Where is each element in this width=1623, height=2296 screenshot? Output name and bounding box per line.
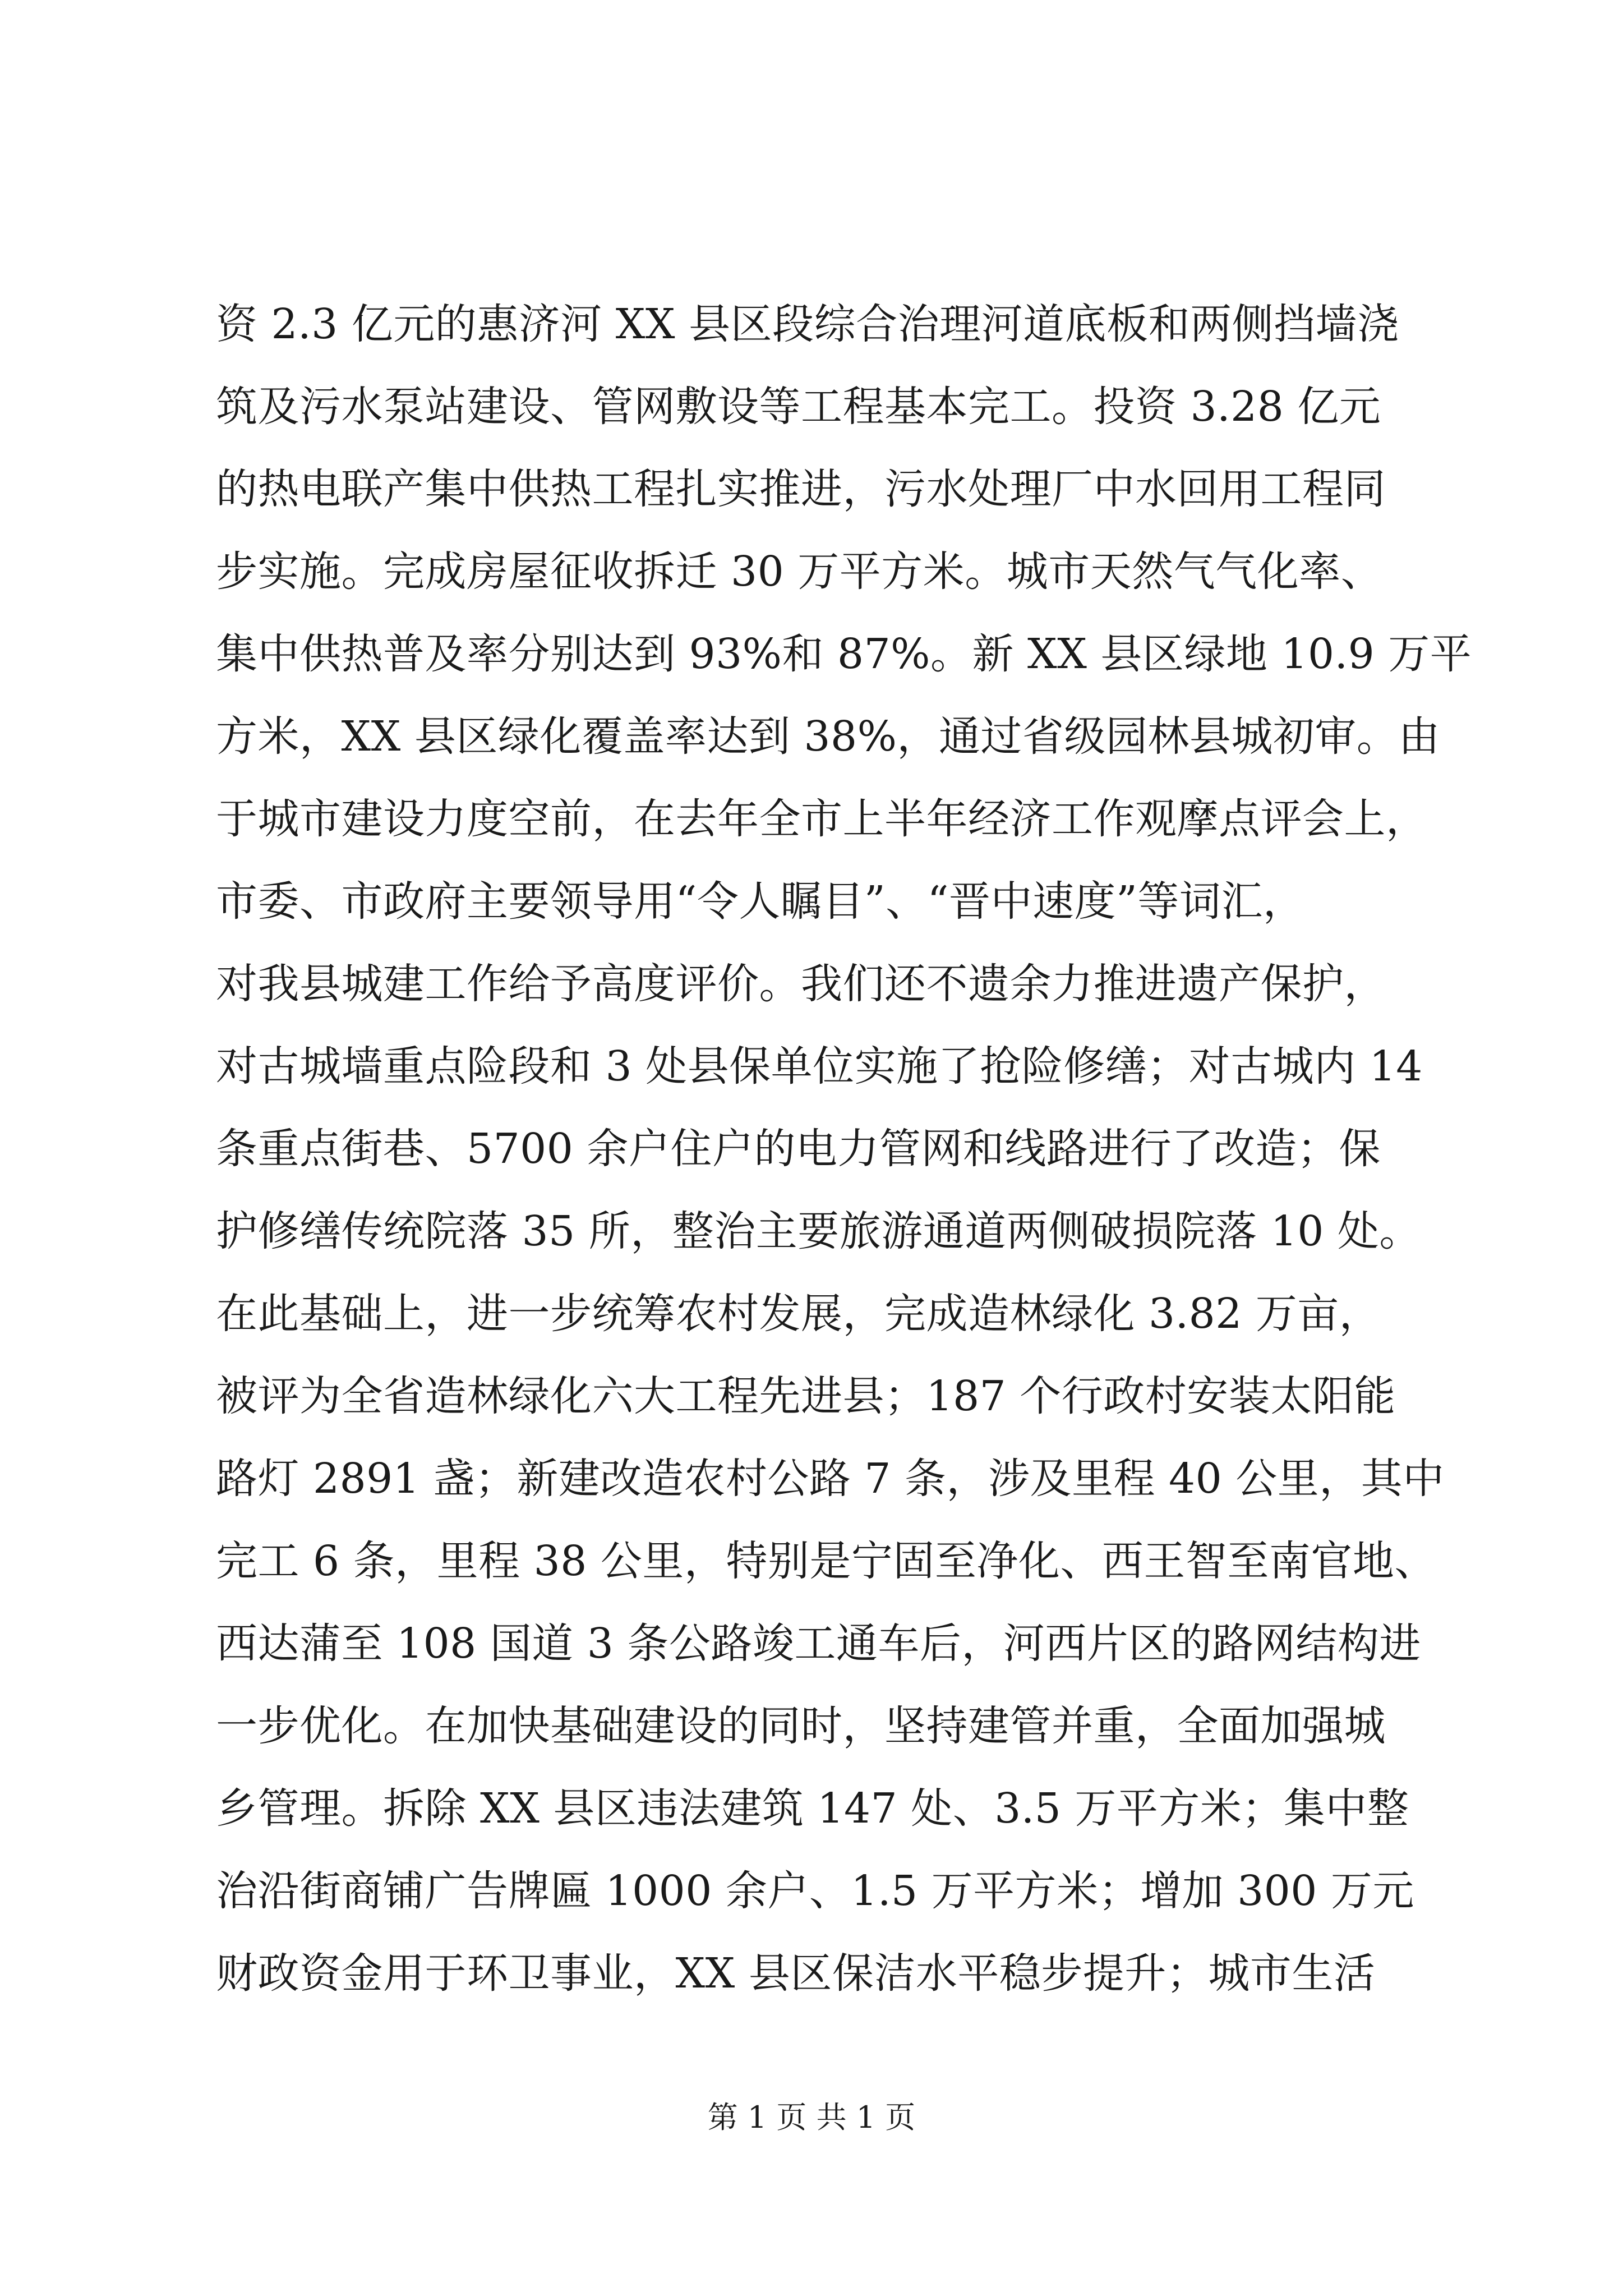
text-line: 乡管理。拆除 XX 县区违法建筑 147 处、3.5 万平方米；集中整 bbox=[216, 1784, 1409, 1833]
text-line: 在此基础上，进一步统筹农村发展，完成造林绿化 3.82 万亩， bbox=[216, 1290, 1381, 1338]
text-line: 西达蒲至 108 国道 3 条公路竣工通车后，河西片区的路网结构进 bbox=[216, 1619, 1421, 1668]
text-line: 条重点街巷、5700 余户住户的电力管网和线路进行了改造；保 bbox=[216, 1125, 1381, 1173]
text-line: 一步优化。在加快基础建设的同时，坚持建管并重，全面加强城 bbox=[216, 1702, 1386, 1750]
text-line: 对古城墙重点险段和 3 处县保单位实施了抢险修缮；对古城内 14 bbox=[216, 1042, 1423, 1091]
text-line: 路灯 2891 盏；新建改造农村公路 7 条，涉及里程 40 公里，其中 bbox=[216, 1455, 1445, 1503]
text-line: 完工 6 条，里程 38 公里，特别是宁固至净化、西王智至南官地、 bbox=[216, 1537, 1436, 1585]
text-line: 对我县城建工作给予高度评价。我们还不遗余力推进遗产保护， bbox=[216, 960, 1386, 1008]
text-line: 市委、市政府主要领导用“令人瞩目”、“晋中速度”等词汇， bbox=[216, 877, 1305, 926]
text-line: 筑及污水泵站建设、管网敷设等工程基本完工。投资 3.28 亿元 bbox=[216, 383, 1381, 431]
page-footer: 第 1 页 共 1 页 bbox=[707, 2100, 916, 2135]
text-line: 的热电联产集中供热工程扎实推进，污水处理厂中水回用工程同 bbox=[216, 465, 1386, 513]
text-line: 步实施。完成房屋征收拆迁 30 万平方米。城市天然气气化率、 bbox=[216, 547, 1383, 596]
text-line: 方米，XX 县区绿化覆盖率达到 38%，通过省级园林县城初审。由 bbox=[216, 712, 1440, 761]
text-line: 集中供热普及率分别达到 93%和 87%。新 XX 县区绿地 10.9 万平 bbox=[216, 630, 1472, 678]
text-line: 财政资金用于环卫事业，XX 县区保洁水平稳步提升；城市生活 bbox=[216, 1949, 1376, 1998]
text-line: 于城市建设力度空前，在去年全市上半年经济工作观摩点评会上， bbox=[216, 795, 1428, 843]
text-line: 护修缮传统院落 35 所，整治主要旅游通道两侧破损院落 10 处。 bbox=[216, 1207, 1421, 1255]
text-line: 被评为全省造林绿化六大工程先进县；187 个行政村安装太阳能 bbox=[216, 1372, 1396, 1420]
body-text bbox=[216, 283, 1472, 2015]
text-line: 资 2.3 亿元的惠济河 XX 县区段综合治理河道底板和两侧挡墙浇 bbox=[216, 300, 1399, 348]
text-line: 治沿街商铺广告牌匾 1000 余户、1.5 万平方米；增加 300 万元 bbox=[216, 1867, 1414, 1915]
